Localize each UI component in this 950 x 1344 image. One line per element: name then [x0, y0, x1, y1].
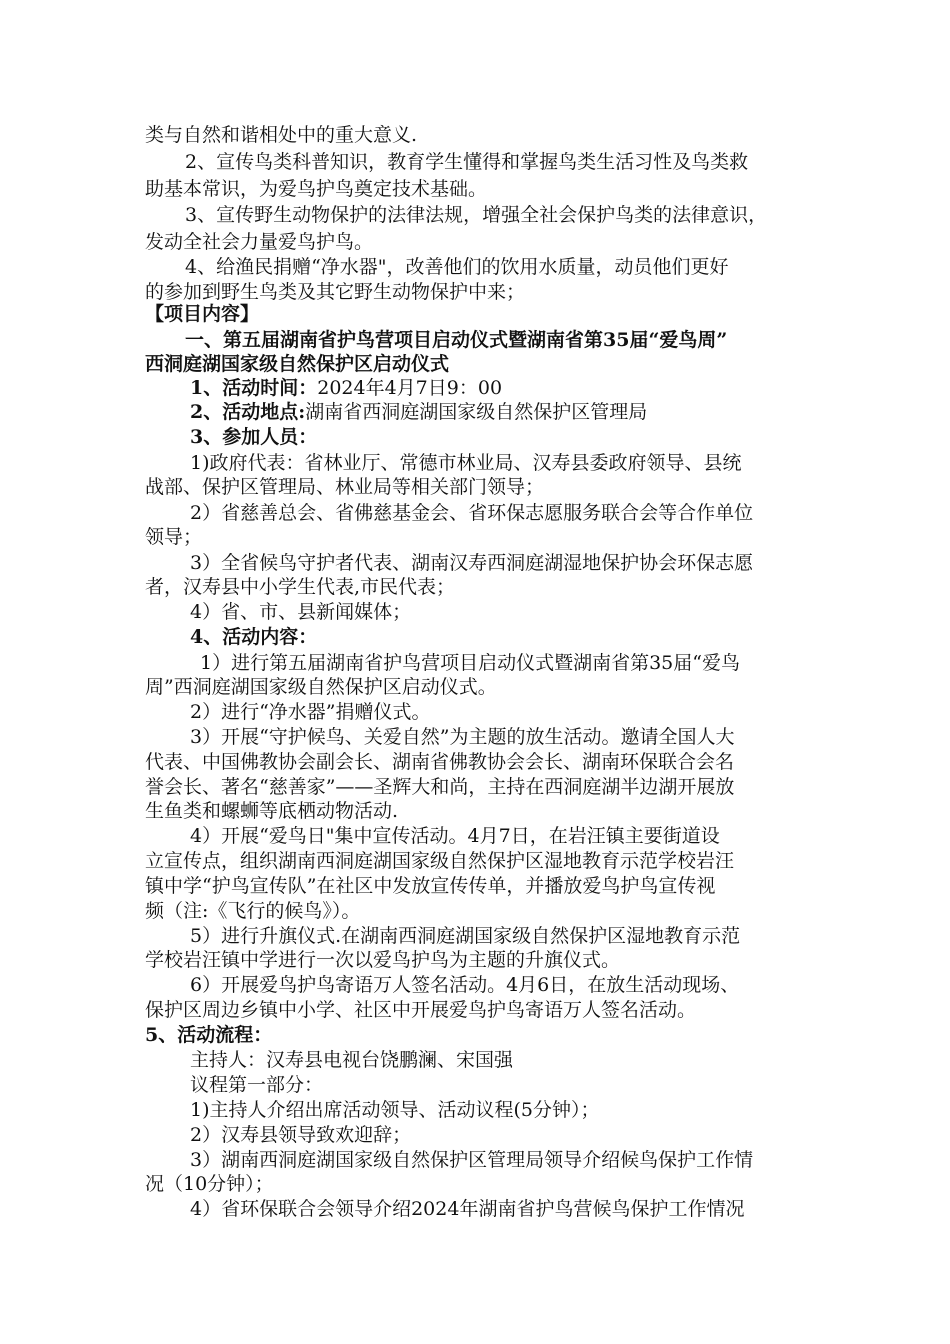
- text-line: 1）进行第五届湖南省护鸟营项目启动仪式暨湖南省第35届“爱鸟: [200, 652, 740, 674]
- text-line: 生鱼类和螺蛳等底栖动物活动.: [145, 800, 399, 822]
- text-line: 战部、保护区管理局、林业局等相关部门领导；: [145, 476, 545, 498]
- text-line: 3、宣传野生动物保护的法律法规，增强全社会保护鸟类的法律意识，: [185, 204, 768, 226]
- field-label: 2、活动地点:: [190, 401, 306, 423]
- text-line: 3）全省候鸟守护者代表、湖南汉寿西洞庭湖湿地保护协会环保志愿: [190, 552, 754, 574]
- text-line: 4）开展“爱鸟日"集中宣传活动。4月7日，在岩汪镇主要街道设: [190, 825, 720, 847]
- text-line: 发动全社会力量爱鸟护鸟。: [145, 231, 374, 253]
- text-line: 2、宣传鸟类科普知识，教育学生懂得和掌握鸟类生活习性及鸟类救: [185, 151, 749, 173]
- text-line: 1)主持人介绍出席活动领导、活动议程(5分钟）；: [190, 1099, 600, 1121]
- text-line: 助基本常识，为爱鸟护鸟奠定技术基础。: [145, 178, 488, 200]
- field-label: 4、活动内容：: [190, 626, 318, 648]
- text-line: 2）进行“净水器”捐赠仪式。: [190, 701, 431, 723]
- text-line: 立宣传点，组织湖南西洞庭湖国家级自然保护区湿地教育示范学校岩汪: [145, 850, 735, 872]
- text-line: 2）省慈善总会、省佛慈基金会、省环保志愿服务联合会等合作单位: [190, 502, 754, 524]
- event-title: 一、第五届湖南省护鸟营项目启动仪式暨湖南省第35届“爱鸟周”: [185, 329, 728, 351]
- text-line: 4、给渔民捐赠“净水器"，改善他们的饮用水质量，动员他们更好: [185, 256, 729, 278]
- text-line: 代表、中国佛教协会副会长、湖南省佛教协会会长、湖南环保联合会名: [145, 751, 735, 773]
- field-value: 2024年4月7日9：00: [317, 377, 503, 399]
- text-line: 频（注:《飞行的候鸟》）。: [145, 900, 361, 922]
- text-line: 1)政府代表：省林业厅、常德市林业局、汉寿县委政府领导、县统: [190, 452, 742, 474]
- section-heading: 【项目内容】: [145, 303, 260, 325]
- text-line: 况（10分钟）；: [145, 1173, 274, 1195]
- field-value: 湖南省西洞庭湖国家级自然保护区管理局: [305, 401, 648, 423]
- field-label: 3、参加人员：: [190, 426, 318, 448]
- text-line: 领导；: [145, 526, 203, 548]
- text-line: 3）湖南西洞庭湖国家级自然保护区管理局领导介绍候鸟保护工作情: [190, 1149, 754, 1171]
- text-line: [190, 400, 647, 424]
- event-title: 西洞庭湖国家级自然保护区启动仪式: [145, 353, 450, 375]
- text-line: 2）汉寿县领导致欢迎辞；: [190, 1124, 412, 1146]
- text-line: 周”西洞庭湖国家级自然保护区启动仪式。: [145, 676, 497, 698]
- text-line: 5）进行升旗仪式.在湖南西洞庭湖国家级自然保护区湿地教育示范: [190, 925, 741, 947]
- text-line: 4）省环保联合会领导介绍2024年湖南省护鸟营候鸟保护工作情况: [190, 1198, 745, 1220]
- text-line: 6）开展爱鸟护鸟寄语万人签名活动。4月6日，在放生活动现场、: [190, 974, 740, 996]
- text-line: 者，汉寿县中小学生代表,市民代表；: [145, 576, 456, 598]
- text-line: 议程第一部分：: [190, 1074, 324, 1096]
- text-line: 的参加到野生鸟类及其它野生动物保护中来；: [145, 281, 526, 303]
- text-line: [190, 376, 502, 400]
- text-line: 誉会长、著名“慈善家”——圣辉大和尚，主持在西洞庭湖半边湖开展放: [145, 776, 735, 798]
- text-line: 类与自然和谐相处中的重大意义.: [145, 124, 418, 146]
- text-line: 学校岩汪镇中学进行一次以爱鸟护鸟为主题的升旗仪式。: [145, 949, 621, 971]
- text-line: 镇中学“护鸟宣传队”在社区中发放宣传传单，并播放爱鸟护鸟宣传视: [145, 875, 716, 897]
- text-line: 主持人：汉寿县电视台饶鹏澜、宋国强: [190, 1049, 514, 1071]
- text-line: 3）开展“守护候鸟、关爱自然”为主题的放生活动。邀请全国人大: [190, 726, 735, 748]
- section-heading: 5、活动流程：: [145, 1024, 273, 1046]
- field-label: 1、活动时间：: [190, 377, 318, 399]
- text-line: 4）省、市、县新闻媒体；: [190, 601, 412, 623]
- text-line: 保护区周边乡镇中小学、社区中开展爱鸟护鸟寄语万人签名活动。: [145, 999, 697, 1021]
